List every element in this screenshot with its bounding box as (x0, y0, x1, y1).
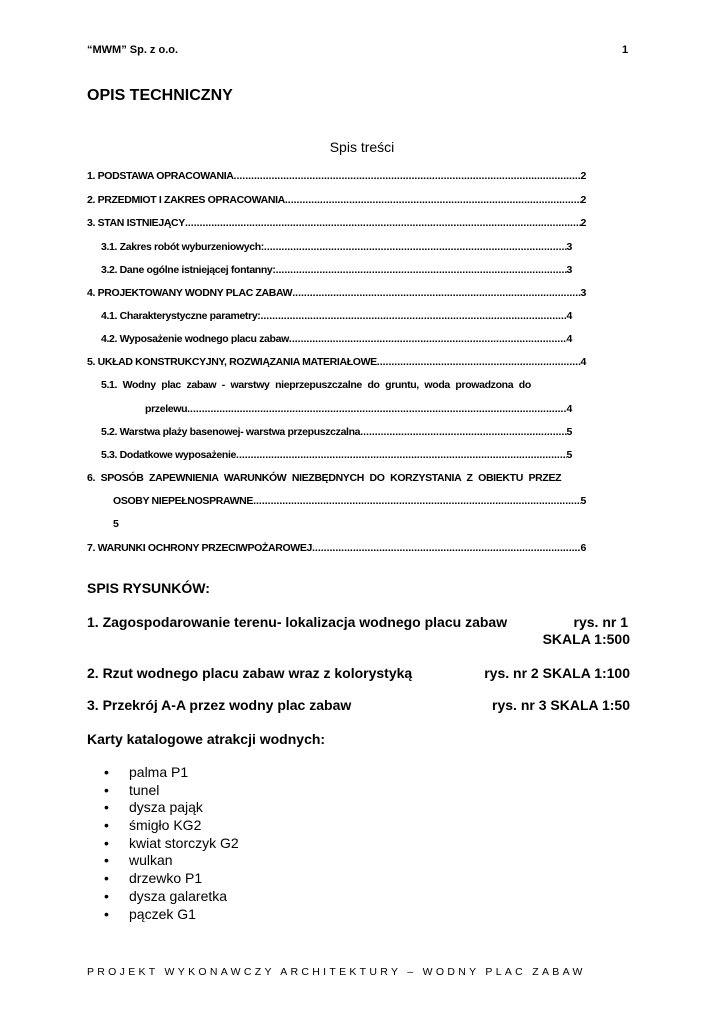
toc-entry[interactable]: 3.1. Zakres robót wyburzeniowych: ..... 3 (101, 241, 572, 257)
toc-entry[interactable]: 5. UKŁAD KONSTRUKCYJNY, ROZWIĄZANIA MATERIAŁOWE ..... 4 (87, 356, 586, 372)
drawing-item-ref: rys. nr 1 (573, 614, 628, 630)
drawing-item (87, 665, 630, 681)
toc-entry-extra-page: 5 (113, 518, 119, 530)
toc-entry[interactable]: 3.2. Dane ogólne istniejącej fontanny: ..... 3 (101, 264, 572, 280)
drawing-item-text: 3. Przekrój A-A przez wodny plac zabaw (87, 697, 352, 713)
list-item: • wulkan (100, 852, 239, 870)
list-item: • dysza galaretka (100, 888, 239, 906)
drawing-item-ref: rys. nr 2 SKALA 1:100 (484, 665, 630, 681)
drawing-item-ref: rys. nr 3 SKALA 1:50 (492, 697, 630, 713)
list-item: • kwiat storczyk G2 (100, 835, 239, 853)
list-item: • drzewko P1 (100, 870, 239, 888)
drawing-item (87, 614, 630, 630)
toc-entry[interactable]: 4. PROJEKTOWANY WODNY PLAC ZABAW ..... 3 (87, 287, 586, 303)
toc-entry[interactable]: 7. WARUNKI OCHRONY PRZECIWPOŻAROWEJ ..... 6 (87, 542, 586, 558)
toc-title: Spis treści (329, 139, 395, 155)
drawing-item-text: 1. Zagospodarowanie terenu- lokalizacja wodnego placu zabaw (87, 614, 508, 630)
drawing-item (87, 697, 630, 713)
toc-entry-continuation[interactable]: przelewu ..... 4 (145, 403, 572, 419)
document-title: OPIS TECHNICZNY (87, 87, 233, 104)
toc-entry[interactable]: 5.2. Warstwa plaży basenowej- warstwa przepuszczalna ..... 5 (101, 426, 572, 442)
toc-entry[interactable]: 4.1. Charakterystyczne parametry: ..... 4 (101, 310, 572, 326)
toc-entry[interactable]: 5.1. Wodny plac zabaw - warstwy nieprzepuszczalne do gruntu, woda prowadzona do (101, 379, 531, 391)
toc-entry-continuation[interactable]: OSOBY NIEPEŁNOSPRAWNE ..... 5 (113, 495, 586, 511)
toc-entry[interactable]: 1. PODSTAWA OPRACOWANIA ..... 2 (87, 170, 586, 186)
toc-entry[interactable]: 3. STAN ISTNIEJĄCY ..... 2 (87, 217, 586, 233)
list-item: • śmigło KG2 (100, 817, 239, 835)
drawing-item-scale-row (87, 631, 630, 647)
list-item: • palma P1 (100, 764, 239, 782)
toc-entry[interactable]: 5.3. Dodatkowe wyposażenie ..... 5 (101, 449, 572, 465)
catalog-list (100, 764, 239, 923)
list-item: • tunel (100, 782, 239, 800)
list-item: • dysza pająk (100, 799, 239, 817)
page-number: 1 (622, 44, 629, 56)
drawings-title: SPIS RYSUNKÓW: (87, 580, 210, 596)
drawing-item-scale: SKALA 1:500 (542, 631, 630, 647)
list-item: • pączek G1 (100, 906, 239, 924)
page-footer: PROJEKT WYKONAWCZY ARCHITEKTURY – WODNY PLAC ZABAW (87, 966, 586, 978)
catalog-title: Karty katalogowe atrakcji wodnych: (87, 731, 326, 747)
drawing-item-text: 2. Rzut wodnego placu zabaw wraz z kolorystyką (87, 665, 413, 681)
toc-entry[interactable]: 4.2. Wyposażenie wodnego placu zabaw ..... 4 (101, 333, 572, 349)
header-company: “MWM” Sp. z o.o. (87, 44, 179, 56)
toc-entry[interactable]: 2. PRZEDMIOT I ZAKRES OPRACOWANIA ..... 2 (87, 194, 586, 210)
toc-entry[interactable]: 6. SPOSÓB ZAPEWNIENIA WARUNKÓW NIEZBĘDNYCH DO KORZYSTANIA Z OBIEKTU PRZEZ (87, 472, 562, 484)
